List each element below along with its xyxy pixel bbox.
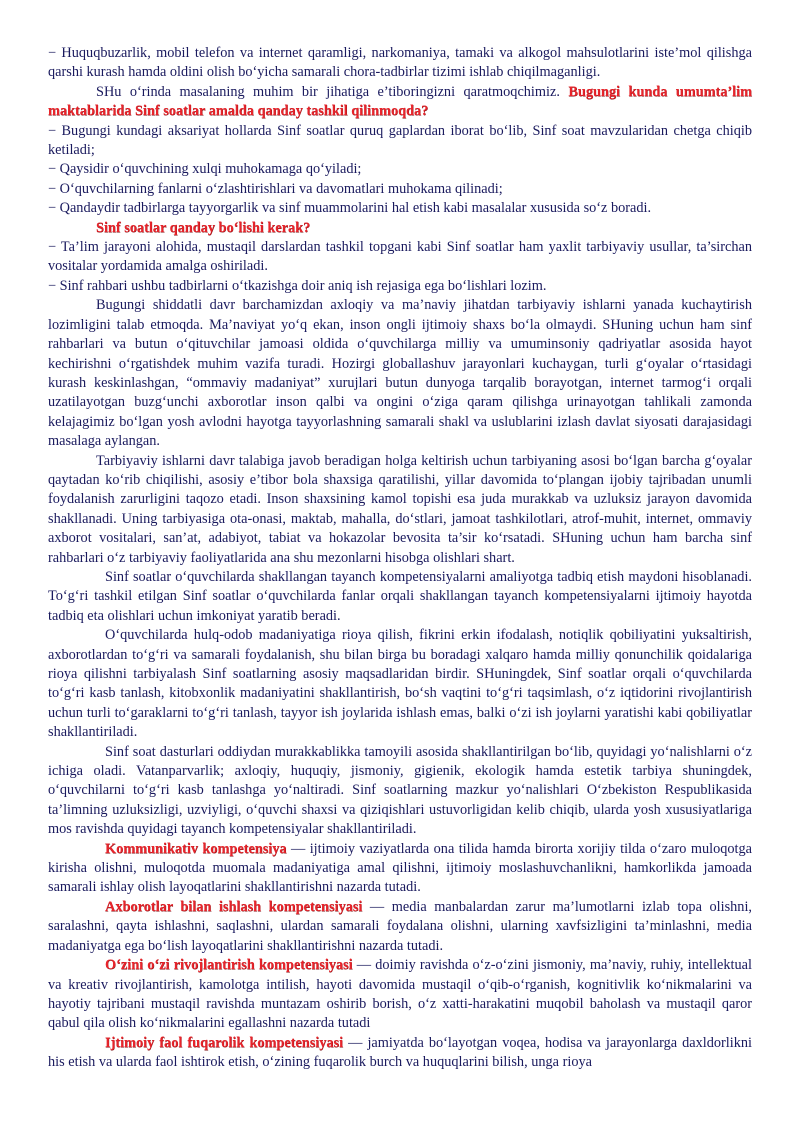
paragraph-body-1: Bugungi shiddatli davr barchamizdan axloqiy va ma’naviy jihatdan tarbiyaviy ishlarni yanada kuchaytirish lozimligini talab etmoqda. Ma’naviyat yo‘q ekan, inson ongli ijtimoiy shaxs bo‘la olmaydi. SHuning uchun ham sinf rahbarlari va butun o‘qituvchilar jamoasi oldida o‘quvchilarga milliy va umuminsoniy qadriyatlar asosida hayot kechirishni o‘rgatishdek muhim vazifa turadi. Hozirgi globallashuv jarayonlari kuchaygan, turli g‘oyalar o‘rtasidagi kurash keskinlashgan, “ommaviy madaniyat” xurujlari butun dunyoga tarqalib borayotgan, internet tarmog‘i orqali uzatilayotgan buzg‘unchi axborotlar inson qalbi va ongini o‘ziga qaram qilishga urinayotgan tahlikali zamonda kelajagimiz bo‘lgan yosh avlodni hayotga tayyorlashning samarali shakl va uslublarini izlash davlat siyosati darajasidagi masalaga aylangan. [48, 297, 752, 450]
paragraph-body-3: Sinf soatlar o‘quvchilarda shakllangan tayanch kompetensiyalarni amaliyotga tadbiq etish maydoni hisoblanadi. To‘g‘ri tashkil etilgan Sinf soatlar o‘quvchilarda fanlar orqali shakllangan tayanch kompetensiyalarni ijtimoiy hayotda tadbiq eta olishlari uchun imkoniyat yaratib beradi. [48, 568, 752, 624]
paragraph-dash-3: − Qaysidir o‘quvchining xulqi muhokamaga qo‘yiladi; [48, 161, 362, 178]
paragraph-competency-civic [48, 1034, 752, 1073]
paragraph-dash-5: − Qandaydir tadbirlarga tayyorgarlik va sinf muammolarini hal etish kabi masalalar xususida so‘z boradi. [48, 200, 652, 217]
paragraph-dash-7: − Sinf rahbari ushbu tadbirlarni o‘tkazishga doir aniq ish rejasiga ega bo‘lishlari lozim. [48, 277, 547, 294]
paragraph-competency-self-development [48, 956, 752, 1034]
section-heading-how-should-be: Sinf soatlar qanday bo‘lishi kerak? [96, 219, 311, 236]
paragraph-dash-4: − O‘quvchilarning fanlarni o‘zlashtirishlari va davomatlari muhokama qilinadi; [48, 180, 503, 197]
competency-description: — jamiyatda bo‘layotgan voqea, hodisa va jarayonlarga daxldorlikni his etish va ularda faol ishtirok etish, o‘zining fuqarolik burch va huquqlarini bilish, unga rioya [48, 1034, 752, 1071]
paragraph-competency-communicative [48, 840, 752, 898]
paragraph-dash-2: − Bugungi kundagi aksariyat hollarda Sinf soatlar quruq gaplardan iborat bo‘lib, Sinf soat mavzularidan chetga chiqib ketiladi; [48, 122, 752, 159]
section-heading-current-state: Bugungi kunda umumta’lim maktablarida Sinf soatlar amalda qanday tashkil qilinmoqda? [48, 83, 752, 120]
competency-term: Ijtimoiy faol fuqarolik kompetensiyasi [105, 1034, 344, 1051]
competency-description: — ijtimoiy vaziyatlarda ona tilida hamda birorta xorijiy tilda o‘zaro muloqotga kirisha olishni, muloqotda muomala madaniyatiga amal qilishni, ijtimoiy moslashuvchanlikni, hamkorlikda jamoada samarali ishlay olish layoqatlarini shakllantirishni nazarda tutadi. [48, 840, 752, 896]
paragraph-body-4: O‘quvchilarda hulq-odob madaniyatiga rioya qilish, fikrini erkin ifodalash, notiqlik qobiliyatini yuksaltirish, axborotlardan to‘g‘ri va samarali foydalanish, shu bilan birga bu boradagi xalqaro hamda milliy qonunchilik qoidalariga rioya qilishni tarbiyalash Sinf soatlarning asosiy maqsadlaridan birdir. SHuningdek, Sinf soatlar orqali o‘quvchilarda to‘g‘ri kasb tanlash, kitobxonlik madaniyatini shakllantirish, bo‘sh vaqtini to‘g‘ri taqsimlash, o‘z iqtidorini rivojlantirish uchun turli to‘garaklarni to‘g‘ri tanlash, tayyor ish joylarida ishlash emas, balki o‘zi ish joylarni yaratishi kabi qobiliyatlar shakllantiriladi. [48, 627, 752, 741]
paragraph-dash-1: − Huquqbuzarlik, mobil telefon va internet qaramligi, narkomaniya, tamaki va alkogol mahsulotlarini iste’mol qilishga qarshi kurash hamda oldini olish bo‘yicha samarali chora-tadbirlar tizimi ishlab chiqilmaganligi. [48, 45, 752, 81]
competency-term: Kommunikativ kompetensiya [105, 840, 287, 857]
competency-term: Axborotlar bilan ishlash kompetensiyasi [105, 898, 363, 915]
paragraph-body-2: Tarbiyaviy ishlarni davr talabiga javob beradigan holga keltirish uchun tarbiyaning asosi bo‘lgan barcha g‘oyalar qaytadan ko‘rib chiqilishi, asosiy e’tibor bola shaxsiga qaratilishi, yillar davomida to‘plangan ijobiy tajribadan unumli foydalanish zarurligini taqozo etadi. Inson shaxsining kamol topishi esa juda murakkab va uzluksiz jarayon davomida shakllanadi. Uning tarbiyasiga ota-onasi, maktab, mahalla, do‘stlari, jamoat tashkilotlari, atrof-muhit, internet, ommaviy axborot vositalari, san’at, adabiyot, tabiat va hokazolar bevosita ta’sir ko‘rsatadi. SHuning uchun ham barcha sinf rahbarlari o‘z tarbiyaviy faoliyatlarida ana shu mezonlarni hisobga olishlari shart. [48, 452, 752, 566]
paragraph-text: SHu o‘rinda masalaning muhim bir jihatiga e’tiboringizni qaratmoqchimiz. [96, 83, 569, 100]
competency-description: — media manbalardan zarur ma’lumotlarni izlab topa olishni, saralashni, qayta ishlashni, saqlashni, ulardan samarali foydalana olishni, ularning xavfsizligini ta’minlashni, media madaniyatga ega bo‘lish layoqatlarini shakllantirishni nazarda tutadi. [48, 898, 752, 954]
competency-description: — doimiy ravishda o‘z-o‘zini jismoniy, ma’naviy, ruhiy, intellektual va kreativ rivojlantirish, kamolotga intilish, hayoti davomida mustaqil o‘qib-o‘rganish, kognitivlik ko‘nikmalarini va hayotiy tajribani mustaqil ravishda muntazam oshirib borish, o‘z xatti-harakatini muqobil baholash va mustaqil qaror qabul qila olish ko‘nikmalarini egallashni nazarda tutadi [48, 957, 752, 1032]
competency-term: O‘zini o‘zi rivojlantirish kompetensiyasi [105, 957, 353, 974]
paragraph-intro-question [48, 83, 752, 122]
paragraph-competency-information [48, 898, 752, 956]
paragraph-body-5: Sinf soat dasturlari oddiydan murakkablikka tamoyili asosida shakllantirilgan bo‘lib, quyidagi yo‘nalishlarni o‘z ichiga oladi. Vatanparvarlik; axloqiy, huquqiy, jismoniy, gigienik, ekologik hamda estetik tarbiya shuningdek, o‘quvchilarni to‘g‘ri kasb tanlashga yo‘naltiradi. Sinf soatlarning mazkur yo‘nalishlari O‘zbekiston Respublikasida ta’limning uzluksizligi, uzviyligi, o‘quvchi shaxsi va qiziqishlari ustuvorligidan kelib chiqib, ularda yosh xususiyatlariga mos ravishda quyidagi tayanch kompetensiyalar shakllantiriladi. [48, 743, 752, 838]
paragraph-dash-6: − Ta’lim jarayoni alohida, mustaqil darslardan tashkil topgani kabi Sinf soatlar ham yaxlit tarbiyaviy usullar, ta’sirchan vositalar yordamida amalga oshiriladi. [48, 239, 752, 275]
